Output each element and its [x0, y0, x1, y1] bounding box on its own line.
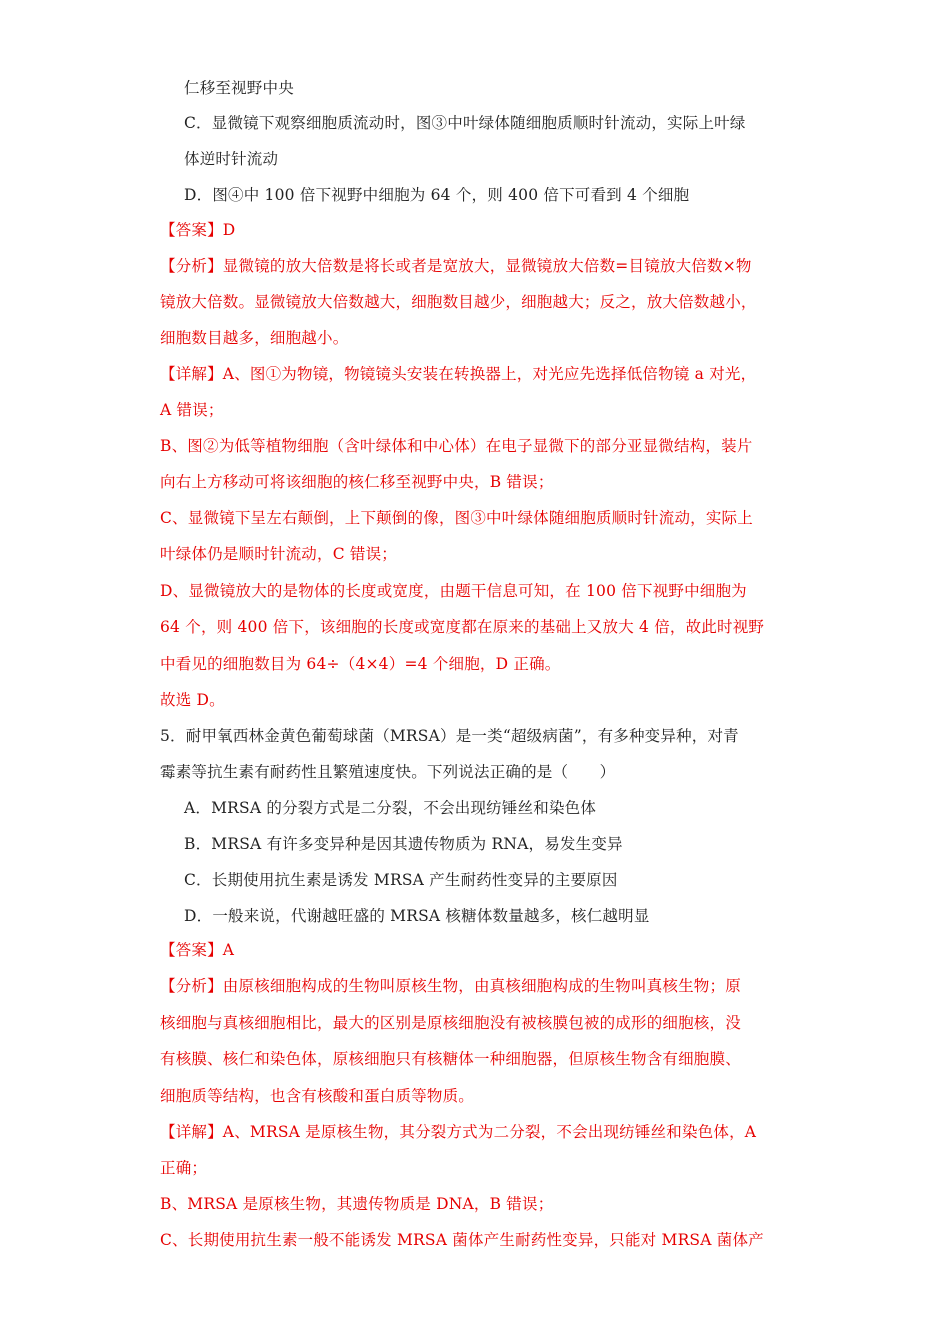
detail-text: 64 个，则 400 倍下，该细胞的长度或宽度都在原来的基础上又放大 4 倍，故此时视野: [160, 618, 765, 636]
answer-label: 【答案】A: [160, 941, 235, 959]
detail-text: D、显微镜放大的是物体的长度或宽度，由题干信息可知，在 100 倍下视野中细胞为: [160, 582, 747, 600]
analysis-text: 镜放大倍数。显微镜放大倍数越大，细胞数目越少，细胞越大；反之，放大倍数越小，: [160, 293, 757, 311]
detail-text: B、图②为低等植物细胞（含叶绿体和中心体）在电子显微下的部分亚显微结构，装片: [160, 437, 753, 455]
option-a: A．MRSA 的分裂方式是二分裂，不会出现纺锤丝和染色体: [184, 799, 597, 817]
text-line: D．图④中 100 倍下视野中细胞为 64 个，则 400 倍下可看到 4 个细胞: [184, 186, 690, 204]
question-stem: 霉素等抗生素有耐药性且繁殖速度快。下列说法正确的是（ ）: [160, 763, 616, 781]
detail-text: 向右上方移动可将该细胞的核仁移至视野中央，B 错误；: [160, 473, 554, 491]
analysis-text: 核细胞与真核细胞相比，最大的区别是原核细胞没有被核膜包被的成形的细胞核，没: [160, 1014, 741, 1032]
detail-text: 叶绿体仍是顺时针流动，C 错误；: [160, 545, 397, 563]
question-stem: 5．耐甲氧西林金黄色葡萄球菌（MRSA）是一类“超级病菌”，有多种变异种，对青: [160, 727, 739, 745]
detail-text: A 错误；: [160, 401, 224, 419]
analysis-text: 【分析】由原核细胞构成的生物叫原核生物，由真核细胞构成的生物叫真核生物；原: [160, 977, 741, 995]
detail-text: 【详解】A、MRSA 是原核生物，其分裂方式为二分裂，不会出现纺锤丝和染色体，A: [160, 1123, 757, 1141]
answer-label: 【答案】D: [160, 221, 236, 239]
analysis-text: 有核膜、核仁和染色体，原核细胞只有核糖体一种细胞器，但原核生物含有细胞膜、: [160, 1050, 741, 1068]
analysis-text: 细胞质等结构，也含有核酸和蛋白质等物质。: [160, 1087, 475, 1105]
detail-text: 【详解】A、图①为物镜，物镜镜头安装在转换器上，对光应先选择低倍物镜 a 对光，: [160, 365, 757, 383]
option-d: D．一般来说，代谢越旺盛的 MRSA 核糖体数量越多，核仁越明显: [184, 907, 650, 925]
option-c: C．长期使用抗生素是诱发 MRSA 产生耐药性变异的主要原因: [184, 871, 618, 889]
text-line: 体逆时针流动: [184, 150, 279, 168]
detail-text: C、显微镜下呈左右颠倒，上下颠倒的像，图③中叶绿体随细胞质顺时针流动，实际上: [160, 509, 753, 527]
text-line: C．显微镜下观察细胞质流动时，图③中叶绿体随细胞质顺时针流动，实际上叶绿: [184, 114, 746, 132]
text-line: 仁移至视野中央: [184, 79, 294, 97]
option-b: B．MRSA 有许多变异种是因其遗传物质为 RNA，易发生变异: [184, 835, 623, 853]
analysis-text: 【分析】显微镜的放大倍数是将长或者是宽放大，显微镜放大倍数=目镜放大倍数×物: [160, 257, 752, 275]
detail-text: B、MRSA 是原核生物，其遗传物质是 DNA，B 错误；: [160, 1195, 554, 1213]
detail-text: 正确；: [160, 1159, 208, 1177]
conclusion-text: 故选 D。: [160, 691, 225, 709]
detail-text: 中看见的细胞数目为 64÷（4×4）=4 个细胞，D 正确。: [160, 655, 561, 673]
detail-text: C、长期使用抗生素一般不能诱发 MRSA 菌体产生耐药性变异，只能对 MRSA 菌体产: [160, 1231, 764, 1249]
analysis-text: 细胞数目越多，细胞越小。: [160, 329, 349, 347]
